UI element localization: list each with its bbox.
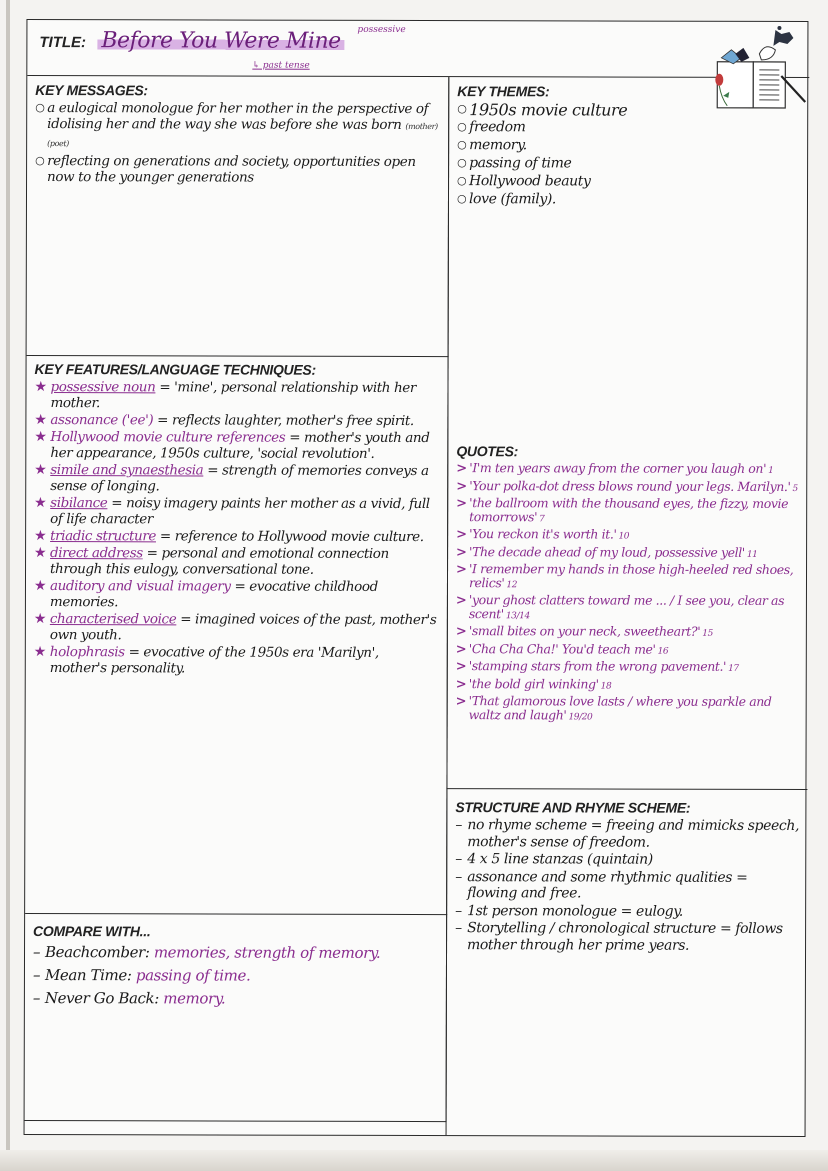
feature-term: triadic structure	[50, 528, 157, 545]
circle-bullet-icon: ○	[457, 138, 467, 152]
structure-box	[446, 789, 808, 1136]
page-edge-shadow	[6, 0, 10, 1171]
star-bullet-icon: ★	[33, 643, 46, 661]
circle-bullet-icon: ○	[35, 101, 45, 115]
star-bullet-icon: ★	[34, 462, 47, 479]
quote-item: > 'The decade ahead of my loud, possessive yell' 11	[456, 543, 758, 560]
star-bullet-icon: ★	[33, 610, 47, 628]
compare-item: – Never Go Back: memory.	[32, 988, 226, 1008]
feature-term: possessive noun	[50, 379, 156, 396]
star-bullet-icon: ★	[34, 379, 47, 396]
circle-bullet-icon: ○	[456, 192, 467, 206]
circle-bullet-icon: ○	[35, 154, 45, 168]
structure-item: – 4 x 5 line stanzas (quintain)	[455, 851, 653, 868]
quote-item: > 'I remember my hands in those high-heeled red shoes, relics' 12	[456, 561, 794, 590]
book-quill-illustration-icon	[709, 24, 809, 114]
structure-item: – 1st person monologue = eulogy.	[455, 902, 683, 920]
chevron-bullet-icon: >	[456, 562, 467, 578]
circle-bullet-icon: ○	[457, 156, 467, 170]
star-bullet-icon: ★	[34, 528, 47, 545]
chevron-bullet-icon: >	[455, 641, 467, 657]
chevron-bullet-icon: >	[456, 527, 467, 543]
quotes-box	[446, 437, 808, 790]
feature-term: sibilance	[50, 495, 108, 512]
compare-item: – Beachcomber: memories, strength of memory.	[32, 942, 381, 962]
feature-item: ★ assonance ('ee') = reflects laughter, mother's free spirit.	[34, 412, 414, 429]
feature-item: ★ simile and synaesthesia = strength of memories conveys a sense of longing.	[34, 462, 429, 495]
quote-item: > 'That glamorous love lasts / where you sparkle and waltz and laugh' 19/20	[455, 693, 772, 722]
quote-item: > 'your ghost clatters toward me ... / I see you, clear as scent' 13/14	[455, 592, 785, 621]
revision-sheet	[24, 19, 809, 1137]
circle-bullet-icon: ○	[457, 102, 467, 116]
chevron-bullet-icon: >	[456, 544, 467, 560]
quotes-heading: QUOTES:	[456, 443, 519, 460]
feature-term: assonance ('ee')	[50, 412, 154, 429]
feature-term: holophrasis	[49, 644, 125, 661]
compare-poem: Never Go Back	[44, 989, 155, 1008]
star-bullet-icon: ★	[34, 429, 47, 446]
poem-title: Before You Were Mine	[97, 28, 344, 54]
feature-term: simile and synaesthesia	[50, 462, 204, 479]
feature-item: ★ possessive noun = 'mine', personal relationship with her mother.	[34, 379, 416, 412]
quote-item: > 'You reckon it's worth it.' 10	[456, 526, 630, 543]
compare-with-box	[25, 913, 448, 1122]
compare-item: – Mean Time: passing of time.	[32, 965, 251, 985]
title-annotation-past-tense: ↳ past tense	[252, 60, 310, 71]
structure-item: – assonance and some rhythmic qualities = flowing and free.	[455, 868, 748, 902]
title-row	[27, 20, 809, 78]
key-themes-heading: KEY THEMES:	[457, 83, 550, 100]
chevron-bullet-icon: >	[456, 496, 467, 512]
feature-item: ★ sibilance = noisy imagery paints her mother as a vivid, full of life character	[34, 495, 430, 528]
compare-poem: Mean Time	[44, 966, 127, 985]
star-bullet-icon: ★	[34, 412, 47, 429]
chevron-bullet-icon: >	[455, 694, 467, 710]
compare-poem: Beachcomber	[44, 943, 145, 962]
circle-bullet-icon: ○	[457, 120, 467, 134]
star-bullet-icon: ★	[34, 545, 47, 562]
feature-item: ★ characterised voice = imagined voices of the past, mother's own youth.	[33, 610, 437, 644]
quote-item: > 'small bites on your neck, sweetheart?' 15	[455, 623, 713, 640]
theme-item: ○ 1950s movie culture	[457, 100, 628, 120]
feature-item: ★ auditory and visual imagery = evocative childhood memories.	[33, 577, 378, 611]
chevron-bullet-icon: >	[455, 624, 467, 640]
key-message-item: ○ reflecting on generations and society, opportunities open now to the younger generations	[35, 153, 416, 186]
feature-item: ★ direct address = personal and emotional connection through this eulogy, conversational tone.	[34, 545, 389, 578]
theme-item: ○ love (family).	[456, 191, 557, 208]
compare-with-heading: COMPARE WITH...	[33, 922, 151, 940]
compare-note: memory.	[163, 989, 226, 1008]
star-bullet-icon: ★	[34, 495, 47, 512]
star-bullet-icon: ★	[33, 577, 47, 595]
structure-item: – Storytelling / chronological structure = follows mother through her prime years.	[455, 920, 783, 954]
quote-item: > 'the bold girl winking' 18	[455, 675, 612, 692]
theme-item: ○ memory.	[457, 137, 527, 154]
feature-term: Hollywood movie culture references	[50, 429, 286, 446]
circle-bullet-icon: ○	[457, 174, 467, 188]
feature-term: direct address	[50, 545, 143, 562]
feature-item: ★ Hollywood movie culture references = mother's youth and her appearance, 1950s culture, 'social revolution'.	[34, 429, 430, 462]
theme-item: ○ passing of time	[457, 155, 572, 172]
key-features-heading: KEY FEATURES/LANGUAGE TECHNIQUES:	[34, 361, 316, 378]
chevron-bullet-icon: >	[456, 461, 467, 477]
quote-item: > 'I'm ten years away from the corner you laugh on' 1	[456, 460, 774, 477]
compare-note: passing of time.	[135, 966, 251, 985]
key-message-item: ○ a eulogical monologue for her mother in the perspective of idolising her and the way she was before she was born (mother) (poet)	[35, 100, 438, 149]
feature-item: ★ holophrasis = evocative of the 1950s era 'Marilyn', mother's personality.	[33, 643, 379, 677]
quote-item: > 'the ballroom with the thousand eyes, the fizzy, movie tomorrows' 7	[456, 495, 789, 524]
key-messages-heading: KEY MESSAGES:	[35, 82, 148, 99]
theme-item: ○ freedom	[457, 119, 526, 136]
compare-note: memories, strength of memory.	[153, 943, 381, 962]
key-messages-box	[27, 76, 450, 357]
chevron-bullet-icon: >	[456, 478, 467, 494]
structure-item: – no rhyme scheme = freeing and mimicks speech, mother's sense of freedom.	[455, 817, 800, 851]
feature-term: characterised voice	[49, 611, 177, 628]
theme-item: ○ Hollywood beauty	[457, 173, 591, 190]
quote-item: > 'Your polka-dot dress blows round your legs. Marilyn.' 5	[456, 477, 798, 494]
page-bottom-shadow	[0, 1150, 828, 1171]
key-themes-box	[447, 77, 809, 438]
quote-item: > 'stamping stars from the wrong pavement.' 17	[455, 658, 739, 675]
quote-item: > 'Cha Cha Cha!' You'd teach me' 16	[455, 640, 669, 657]
feature-term: auditory and visual imagery	[49, 578, 231, 595]
structure-heading: STRUCTURE AND RHYME SCHEME:	[455, 799, 691, 816]
key-features-box	[25, 355, 448, 915]
title-annotation-possessive: possessive	[357, 24, 406, 35]
chevron-bullet-icon: >	[455, 659, 467, 675]
chevron-bullet-icon: >	[455, 593, 467, 609]
title-label: TITLE:	[39, 34, 87, 52]
feature-item: ★ triadic structure = reference to Hollywood movie culture.	[34, 528, 424, 546]
chevron-bullet-icon: >	[455, 676, 467, 692]
